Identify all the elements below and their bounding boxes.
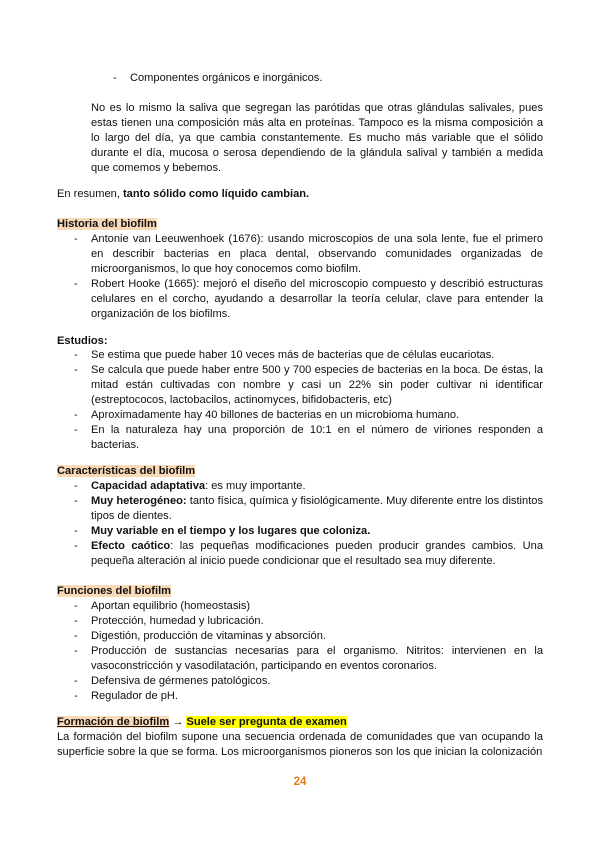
- characteristics-list: [57, 479, 543, 569]
- bullet-dash: -: [74, 690, 78, 702]
- list-item: [57, 524, 543, 539]
- list-item: [57, 71, 543, 86]
- bullet-dash: -: [74, 480, 78, 492]
- list-item-text: Regulador de pH.: [91, 690, 178, 702]
- list-item: [57, 689, 543, 704]
- bullet-dash: -: [74, 364, 78, 376]
- functions-heading-text: Funciones del biofilm: [57, 585, 172, 597]
- bullet-dash: -: [74, 645, 78, 657]
- list-item-text: Digestión, producción de vitaminas y absorción.: [91, 630, 326, 642]
- list-item: [57, 674, 543, 689]
- section-heading-characteristics: [57, 464, 195, 479]
- bullet-dash: -: [74, 233, 78, 245]
- bullet-dash: -: [113, 72, 117, 84]
- list-item: [57, 644, 543, 674]
- list-item: [57, 423, 543, 453]
- list-item: [57, 232, 543, 277]
- list-item-bold: Capacidad adaptativa: [91, 480, 206, 492]
- list-item: [57, 479, 543, 494]
- list-item-text: Antonie van Leeuwenhoek (1676): usando microscopios de una sola lente, fue el primero en describir bacterias en placa dental, observando comunidades organizadas de microorganismos, lo que hoy conocemos como biofilm.: [91, 233, 543, 275]
- list-item-text: Se calcula que puede haber entre 500 y 700 especies de bacterias en la boca. De éstas, la mitad están cultivadas con nombre y casi un 22% sin poder cultivar ni identificar (estreptococos, lactobacilos, actinomyces, bifidobacteris, etc): [91, 364, 543, 406]
- list-item: [57, 277, 543, 322]
- section-heading-formation: [57, 715, 543, 730]
- exam-note: Suele ser pregunta de examen: [186, 716, 347, 728]
- list-item-text: tanto física, química y fisiológicamente. Muy diferente entre los distintos tipos de dientes.: [91, 495, 543, 522]
- section-heading-functions: [57, 584, 171, 599]
- list-item: [57, 494, 543, 524]
- list-item: [57, 539, 543, 569]
- list-item-text: : las pequeñas modificaciones pueden producir grandes cambios. Una pequeña alteración al inicio puede condicionar que el resultado sea muy diferente.: [91, 540, 543, 567]
- saliva-paragraph: No es lo mismo la saliva que segregan las parótidas que otras glándulas salivales, pues estas tienen una composición más alta en proteínas. Tampoco es la misma composición a lo largo del día, ya que cambia constantemente. Es mucho más variable que el sólido durante el día, mucosa o serosa dependiendo de la glándula salival y también a medida que comemos y bebemos.: [91, 102, 543, 174]
- list-item-text: Se estima que puede haber 10 veces más de bacterias que de células eucariotas.: [91, 349, 495, 361]
- arrow-icon: →: [169, 716, 187, 728]
- bullet-dash: -: [74, 615, 78, 627]
- list-item-bold: Efecto caótico: [91, 540, 171, 552]
- summary-prefix: En resumen,: [57, 188, 123, 200]
- list-item-text: : es muy importante.: [205, 480, 306, 492]
- section-heading-studies: [57, 334, 108, 349]
- list-item-text: Defensiva de gérmenes patológicos.: [91, 675, 271, 687]
- studies-list: [57, 348, 543, 453]
- bullet-dash: -: [74, 409, 78, 421]
- characteristics-heading-text: Características del biofilm: [57, 465, 196, 477]
- bullet-dash: -: [74, 525, 78, 537]
- bullet-dash: -: [74, 600, 78, 612]
- bullet-dash: -: [74, 424, 78, 436]
- studies-heading-text: Estudios:: [57, 335, 108, 347]
- section-heading-history: [57, 217, 157, 232]
- functions-list: [57, 599, 543, 704]
- top-list: [57, 71, 543, 86]
- list-item-text: Aproximadamente hay 40 billones de bacterias en un microbioma humano.: [91, 409, 460, 421]
- list-item: [57, 599, 543, 614]
- bullet-dash: -: [74, 278, 78, 290]
- list-item-text: Robert Hooke (1665): mejoró el diseño del microscopio compuesto y describió estructuras celulares en el corcho, ayudando a desarrollar la teoría celular, clave para entender la organización de los biofilms.: [91, 278, 543, 320]
- list-item-text: En la naturaleza hay una proporción de 10:1 en el número de viriones responden a bacterias.: [91, 424, 543, 451]
- list-item: [57, 363, 543, 408]
- formation-paragraph: La formación del biofilm supone una secuencia ordenada de comunidades que van ocupando la superficie sobre la que se forma. Los microorganismos pioneros son los que inician la colonización: [57, 731, 543, 758]
- page-number: 24: [293, 776, 307, 788]
- list-item: [57, 408, 543, 423]
- list-item-text: Protección, humedad y lubricación.: [91, 615, 264, 627]
- bullet-dash: -: [74, 495, 78, 507]
- list-item: [57, 348, 543, 363]
- history-list: [57, 232, 543, 322]
- list-item: [57, 614, 543, 629]
- list-item-bold: Muy heterogéneo:: [91, 495, 187, 507]
- summary-line: [57, 187, 543, 202]
- list-item-text: Producción de sustancias necesarias para el organismo. Nitritos: intervienen en la vasoconstricción y vasodilatación, participando en eventos coronarios.: [91, 645, 543, 672]
- summary-bold: tanto sólido como líquido cambian.: [122, 188, 310, 200]
- bullet-dash: -: [74, 540, 78, 552]
- list-item: [57, 629, 543, 644]
- list-item-text: Aportan equilibrio (homeostasis): [91, 600, 251, 612]
- bullet-dash: -: [74, 349, 78, 361]
- history-heading-text: Historia del biofilm: [57, 218, 157, 230]
- bullet-dash: -: [74, 675, 78, 687]
- list-item-text: Componentes orgánicos e inorgánicos.: [130, 72, 323, 84]
- bullet-dash: -: [74, 630, 78, 642]
- formation-heading-text: Formación de biofilm: [57, 716, 170, 728]
- list-item-bold: Muy variable en el tiempo y los lugares que coloniza.: [91, 525, 371, 537]
